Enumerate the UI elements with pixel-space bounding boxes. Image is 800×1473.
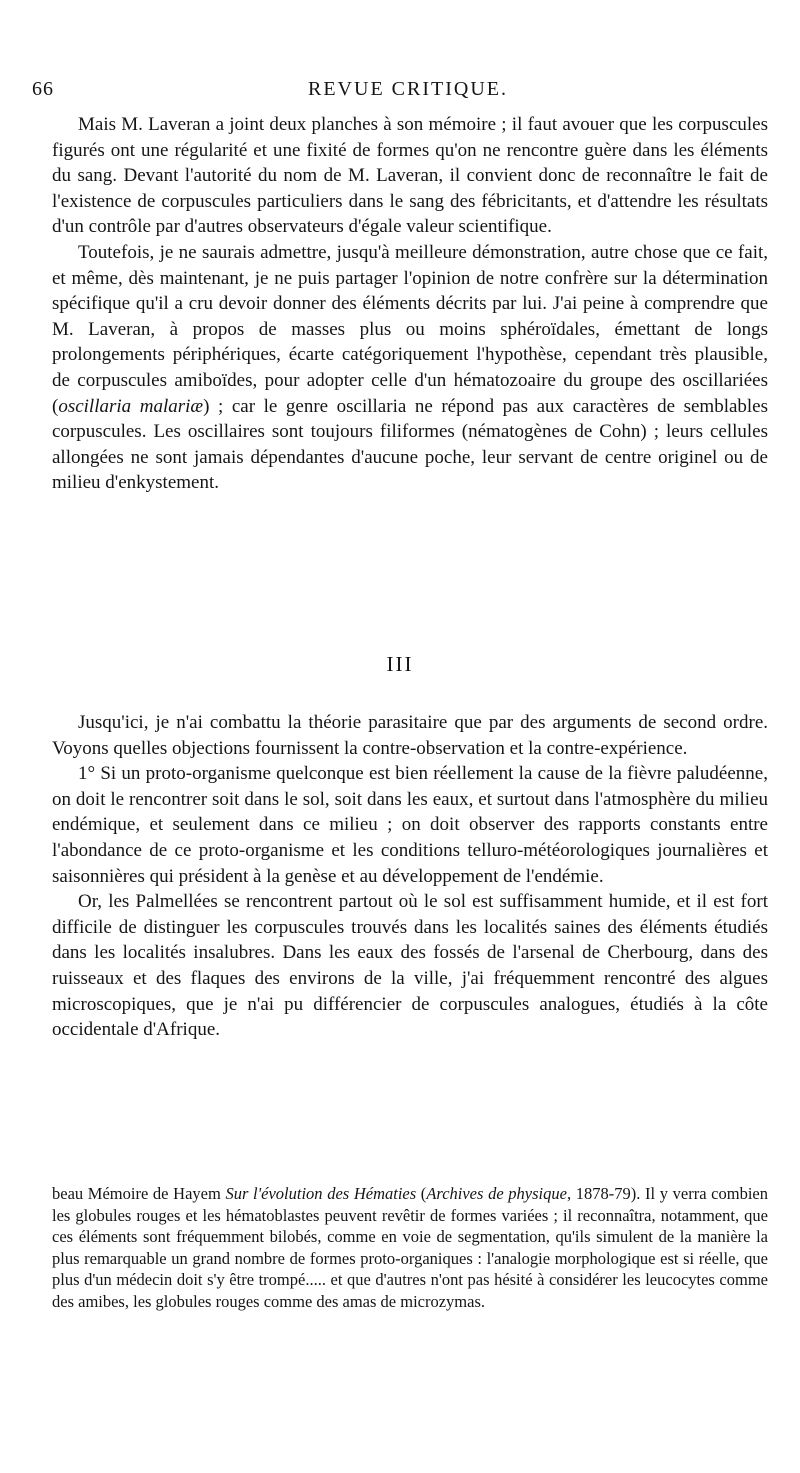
section-two-body (52, 112, 768, 496)
section-three-body (52, 710, 768, 1043)
species-name: oscillaria malariæ (58, 395, 204, 417)
running-title: REVUE CRITIQUE. (308, 78, 508, 100)
paragraph-jusquici: Jusqu'ici, je n'ai combattu la théorie parasitaire que par des arguments de second ordre. Voyons quelles objections fournissent la contre-observation et la contre-expérience. (52, 712, 768, 759)
page-header (32, 78, 784, 104)
paragraph-laveran-planches: Mais M. Laveran a joint deux planches à son mémoire ; il faut avouer que les corpuscules figurés ont une régularité et une fixité de formes qu'on ne rencontre guère dans les éléments du sang. Devant l'autorité du nom de M. Laveran, il convient donc de reconnaître le fait de l'existence de corpuscules particuliers dans le sang des fébricitants, et d'attendre les résultats d'un contrôle par d'autres observateurs d'égale valeur scientifique. (52, 114, 768, 238)
footnote-open-paren: ( (416, 1184, 427, 1203)
section-heading-iii: III (386, 652, 414, 676)
page-number: 66 (32, 78, 54, 100)
footnote (52, 1183, 768, 1312)
footnote-text (52, 1183, 768, 1312)
footnote-cited-source: Archives de physique (426, 1184, 567, 1203)
paragraph-toutefois-tail: ; car le genre oscillaria ne répond pas aux caractères de semblables corpuscules. Les oscillaires sont toujours filiformes (nématogènes de Cohn) ; leurs cellules allongées ne sont jamais dépendantes d'aucune poche, leur servant de centre originel ou de milieu d'enkystement. (52, 395, 769, 494)
footnote-body: , 1878-79). Il y verra combien les globules rouges et les hématoblastes peuvent revêtir de formes variées ; il reconnaîtra, notamment, que ces éléments sont fréquemment bilobés, comme en voie de segmentation, qu'ils simulent de la manière la plus remarquable un grand nombre de formes proto-organiques : l'analogie morphologique est si réelle, que plus d'un médecin doit s'y être trompé..... et que d'autres n'ont pas hésité à considérer les leucocytes comme des amibes, les globules rouges comme des amas de microzymas. (52, 1184, 768, 1311)
paragraph-proto-organisme: 1° Si un proto-organisme quelconque est bien réellement la cause de la fièvre paludéenne, on doit le rencontrer soit dans le sol, soit dans les eaux, et surtout dans l'atmosphère du milieu endémique, et seulement dans ce milieu ; on doit observer des rapports constants entre l'abondance de ce proto-organisme et les conditions telluro-météorologiques journalières et saisonnières qui président à la genèse et au développement de l'endémie. (52, 763, 768, 887)
footnote-lead: beau Mémoire de Hayem (52, 1184, 226, 1203)
paragraph-palmellees: Or, les Palmellées se rencontrent partout où le sol est suffisamment humide, et il est fort difficile de distinguer les corpuscules trouvés dans les localités saines des éléments étudiés dans les localités insalubres. Dans les eaux des fossés de l'arsenal de Cherbourg, dans des ruisseaux et des flaques des environs de la ville, j'ai fréquemment rencontré des algues microscopiques, que je n'ai pu différencier de corpuscules analogues, étudiés à la côte occidentale d'Afrique. (52, 891, 768, 1041)
footnote-cited-title: Sur l'évolution des Hématies (225, 1184, 417, 1203)
paragraph-toutefois: Toutefois, je ne saurais admettre, jusqu'à meilleure démonstration, autre chose que ce fait, et même, dès maintenant, je ne puis partager l'opinion de notre confrère sur la détermination spécifique qu'il a cru devoir donner des éléments décrits par lui. J'ai peine à comprendre que M. Laveran, à propos de masses plus ou moins sphéroïdales, émettant de longs prolongements périphériques, écarte catégoriquement l'hypothèse, cependant très plausible, de corpuscules amiboïdes, pour adopter celle d'un hématozoaire du groupe des oscillariées (oscillaria malariæ) ; car le genre oscillaria ne répond pas aux caractères de semblables corpuscules. Les oscillaires sont toujours filiformes (nématogènes de Cohn) ; leurs cellules allongées ne sont jamais dépendantes d'aucune poche, leur servant de centre originel ou de milieu d'enkystement. (52, 241, 769, 494)
paragraph-toutefois-text: Toutefois, je ne saurais admettre, jusqu'à meilleure démonstration, autre chose que ce fait, et même, dès maintenant, je ne puis partager l'opinion de notre confrère sur la détermination spécifique qu'il a cru devoir donner des éléments décrits par lui. J'ai peine à comprendre que M. Laveran, à propos de masses plus ou moins sphéroïdales, émettant de longs prolongements périphériques, écarte catégoriquement l'hypothèse, cependant très plausible, de corpuscules amiboïdes, pour adopter celle d'un hématozoaire du groupe des oscillariées (52, 241, 768, 391)
